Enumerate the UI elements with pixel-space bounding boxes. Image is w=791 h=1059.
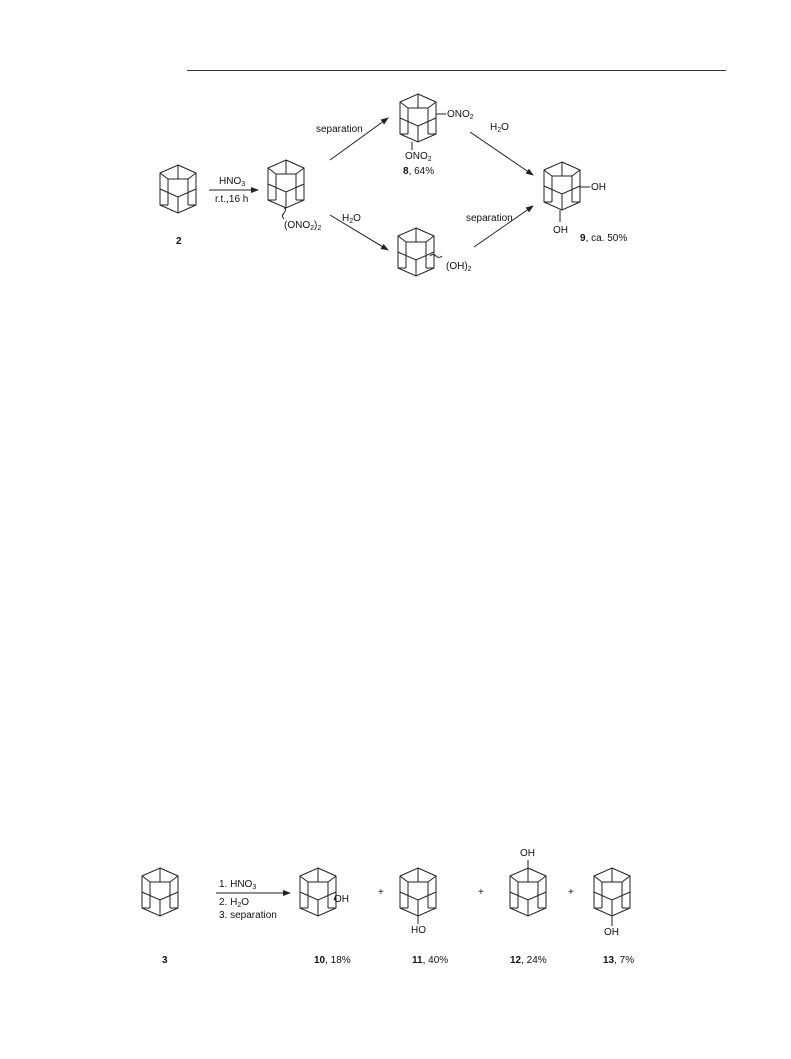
step-2: 2. $H_2O$ [219, 897, 250, 909]
plus-sign-3: + [568, 887, 574, 898]
compound-10-oh: OH [334, 894, 349, 905]
compound-10-label: 10, 18% [314, 955, 351, 966]
diol-mixture-structure [398, 228, 434, 276]
compound-9-label: 9, ca. 50% [580, 233, 628, 244]
reagent-conditions: r.t.,16 h [215, 194, 249, 205]
compound-8-label: 8, 64% [403, 166, 435, 177]
nitrate-mixture-structure [268, 160, 304, 208]
intermediate-nitrate-group: $(ONO_2)_2$ [284, 220, 322, 232]
compound-13-label: 13, 7% [603, 955, 635, 966]
compound-9-structure [544, 162, 580, 210]
compound-11-oh: HO [411, 925, 426, 936]
wavy-bond [283, 207, 286, 219]
compound-11-structure [400, 868, 436, 916]
compound-2-label: 2 [176, 236, 182, 247]
label-water-right: $H_2O$ [490, 122, 509, 134]
compound-3-label: 3 [162, 955, 168, 966]
arrow-hydrolysis-right [470, 132, 533, 175]
step-3: 3. separation [219, 910, 277, 921]
compound-13-oh: OH [604, 927, 619, 938]
reagent-hno3: $HNO_3$ [219, 176, 246, 188]
compound-2-structure [160, 165, 196, 213]
plus-sign-2: + [478, 887, 484, 898]
compound-9-oh-bottom: OH [553, 225, 568, 236]
compound-12-label: 12, 24% [510, 955, 547, 966]
compound-13-structure [594, 868, 630, 916]
label-separation-up: separation [316, 124, 363, 135]
compound-3-structure [142, 868, 178, 916]
compound-12-structure [510, 868, 546, 916]
diol-group: $(OH)_2$ [446, 261, 472, 273]
plus-sign-1: + [378, 887, 384, 898]
compound-9-oh-top: OH [591, 182, 606, 193]
compound-8-ono2-top: $ONO_2$ [447, 109, 474, 121]
compound-10-structure [300, 868, 336, 916]
label-separation-right: separation [466, 213, 513, 224]
compound-12-oh: OH [520, 848, 535, 859]
compound-8-structure [400, 94, 436, 142]
step-1: 1. $HNO_3$ [219, 879, 257, 891]
wavy-bond-diol [430, 255, 442, 258]
compound-11-label: 11, 40% [412, 955, 449, 966]
compound-8-ono2-bottom: $ONO_2$ [405, 151, 432, 163]
label-water-down: $H_2O$ [342, 213, 361, 225]
